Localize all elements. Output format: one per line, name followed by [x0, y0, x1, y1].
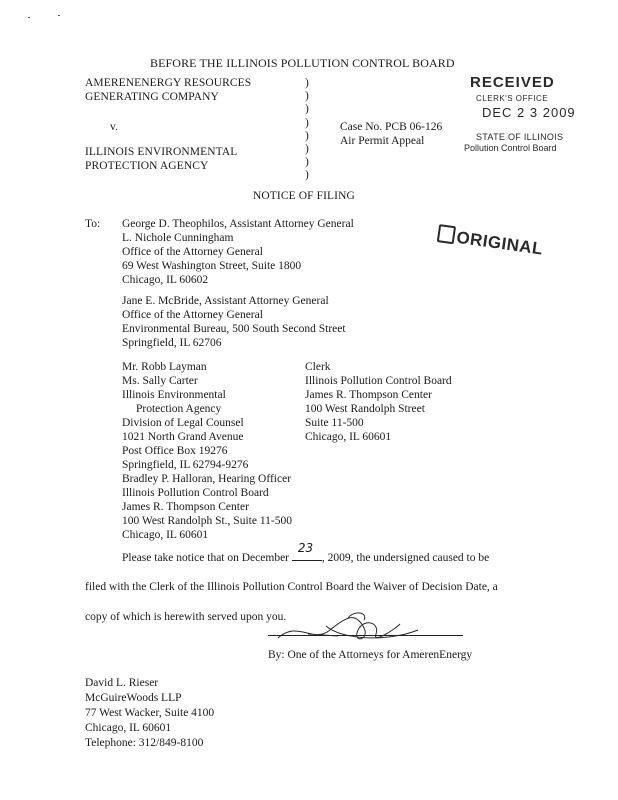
- board-stamp: Pollution Control Board: [464, 143, 557, 153]
- case-number: Case No. PCB 06-126: [340, 121, 443, 133]
- address-line: James R. Thompson Center: [122, 501, 249, 513]
- recipient-group-environmental-bureau: [122, 294, 346, 350]
- address-line: L. Nichole Cunningham: [122, 232, 234, 244]
- address-line: 69 West Washington Street, Suite 1800: [122, 260, 302, 272]
- versus-label: v.: [110, 121, 118, 133]
- address-line: Clerk: [305, 361, 331, 373]
- respondent-line: ILLINOIS ENVIRONMENTAL: [85, 146, 238, 158]
- clerks-office-stamp: CLERK'S OFFICE: [476, 94, 549, 103]
- address-line: George D. Theophilos, Assistant Attorney General: [122, 218, 354, 230]
- state-stamp: STATE OF ILLINOIS: [476, 132, 564, 142]
- recipient-group-attorney-general: [122, 217, 354, 287]
- scan-speck: [28, 17, 30, 18]
- attorney-line: McGuireWoods LLP: [85, 692, 182, 704]
- address-line: 100 West Randolph St., Suite 11-500: [122, 515, 292, 527]
- checkbox-icon: [437, 224, 456, 244]
- petitioner-name: [85, 76, 251, 104]
- received-stamp: RECEIVED: [470, 74, 555, 91]
- attorney-line: David L. Rieser: [85, 677, 159, 689]
- handwritten-day: 23: [297, 541, 314, 555]
- address-line: Suite 11-500: [305, 417, 364, 429]
- original-stamp-text: ORIGINAL: [455, 227, 545, 259]
- address-line: Chicago, IL 60602: [122, 274, 209, 286]
- address-line: Illinois Pollution Control Board: [122, 487, 269, 499]
- address-line: Office of the Attorney General: [122, 309, 263, 321]
- notice-body-line: Please take notice that on December 23 , 2009, the undersigned caused to be: [122, 541, 490, 564]
- caption-parentheses: ) ) ) ) ) ) ) ): [305, 77, 309, 182]
- signature-line: [268, 635, 463, 636]
- address-line: Mr. Robb Layman: [122, 361, 207, 373]
- address-line: Post Office Box 19276: [122, 445, 228, 457]
- address-line: Environmental Bureau, 500 South Second Street: [122, 323, 346, 335]
- recipient-group-iepa: [122, 360, 248, 472]
- notice-body-line: copy of which is herewith served upon you.: [85, 611, 287, 623]
- address-line: Division of Legal Counsel: [122, 417, 244, 429]
- petitioner-line: GENERATING COMPANY: [85, 91, 219, 103]
- address-line: 1021 North Grand Avenue: [122, 431, 244, 443]
- respondent-line: PROTECTION AGENCY: [85, 160, 209, 172]
- address-line: Bradley P. Halloran, Hearing Officer: [122, 473, 292, 485]
- address-line: Springfield, IL 62706: [122, 337, 222, 349]
- attorney-contact-block: [85, 676, 214, 751]
- notice-body-line: filed with the Clerk of the Illinois Pollution Control Board the Waiver of Decision Date, a: [85, 581, 498, 593]
- address-line: Ms. Sally Carter: [122, 375, 198, 387]
- notice-title: NOTICE OF FILING: [253, 190, 355, 202]
- signature-scribble: [268, 600, 428, 654]
- address-line: 100 West Randolph Street: [305, 403, 425, 415]
- signature-by-line: By: One of the Attorneys for AmerenEnergy: [268, 649, 473, 661]
- scan-speck: [58, 15, 60, 16]
- attorney-line: 77 West Wacker, Suite 4100: [85, 707, 215, 719]
- address-line: Protection Agency: [136, 403, 222, 415]
- received-date-stamp: DEC 2 3 2009: [482, 105, 576, 120]
- original-stamp: [437, 224, 545, 257]
- attorney-line: Telephone: 312/849-8100: [85, 737, 204, 749]
- case-info: [340, 120, 442, 148]
- address-line: Jane E. McBride, Assistant Attorney General: [122, 295, 329, 307]
- document-header: BEFORE THE ILLINOIS POLLUTION CONTROL BOARD: [150, 56, 455, 70]
- to-label: To:: [85, 218, 101, 230]
- attorney-line: Chicago, IL 60601: [85, 722, 172, 734]
- address-line: Office of the Attorney General: [122, 246, 263, 258]
- address-line: Chicago, IL 60601: [122, 529, 209, 541]
- handwritten-date-field: [292, 541, 322, 561]
- recipient-group-hearing-officer: [122, 472, 292, 542]
- address-line: Illinois Environmental: [122, 389, 226, 401]
- address-line: James R. Thompson Center: [305, 389, 432, 401]
- respondent-name: [85, 145, 237, 173]
- recipient-group-clerk: [305, 360, 452, 444]
- address-line: Chicago, IL 60601: [305, 431, 392, 443]
- address-line: Illinois Pollution Control Board: [305, 375, 452, 387]
- address-line: Springfield, IL 62794-9276: [122, 459, 249, 471]
- appeal-type: Air Permit Appeal: [340, 135, 425, 147]
- petitioner-line: AMERENENERGY RESOURCES: [85, 77, 252, 89]
